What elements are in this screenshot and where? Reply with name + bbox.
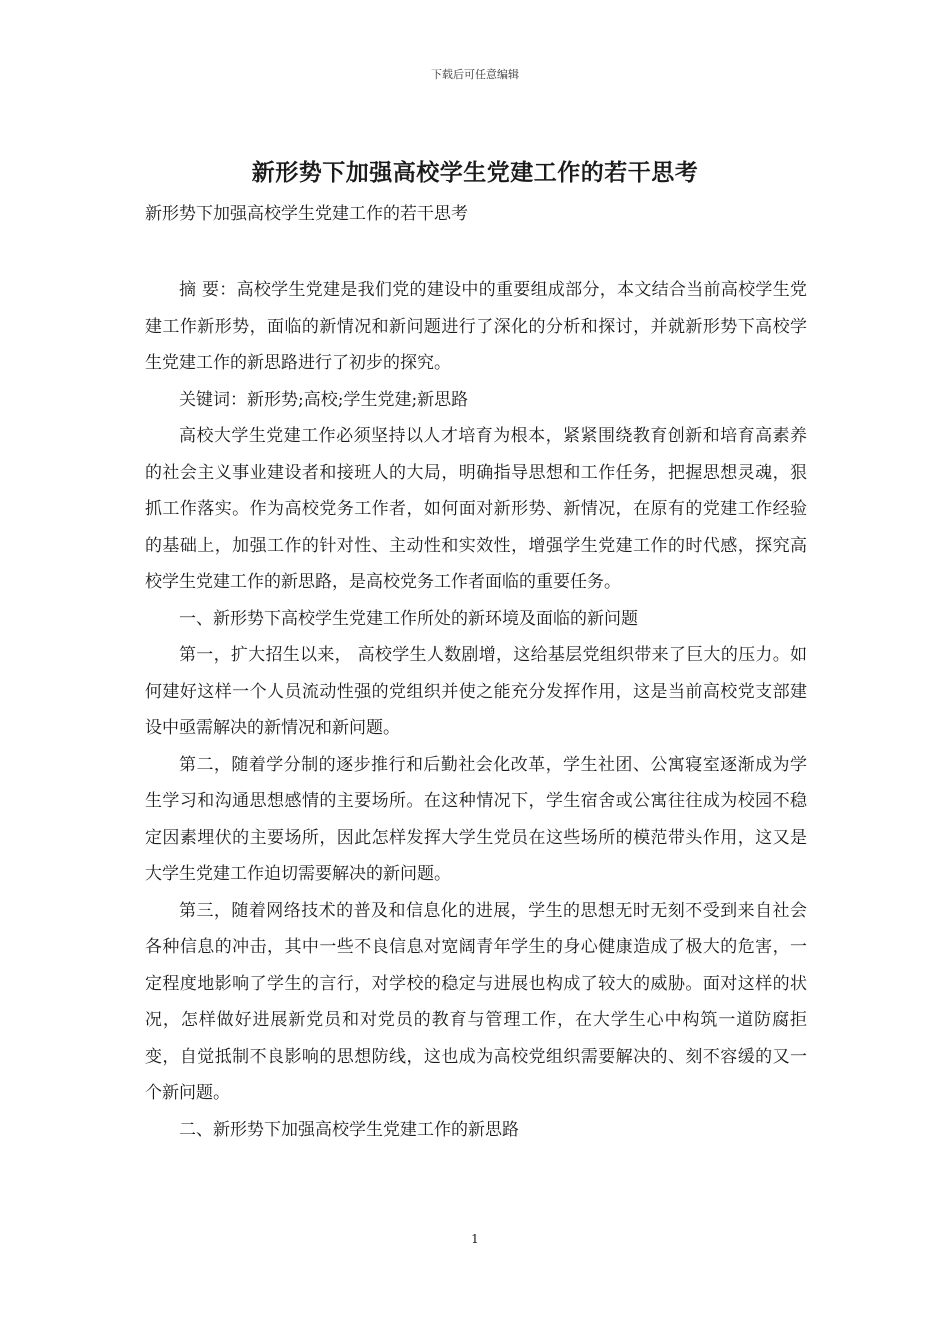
section-heading-1: 一、新形势下高校学生党建工作所处的新环境及面临的新问题 [179,608,638,629]
paragraph-third: 第三，随着网络技术的普及和信息化的进展，学生的思想无时无刻不受到来自社会各种信息的冲击，其中一些不良信息对宽阔青年学生的身心健康造成了极大的危害，一定程度地影响了学生的言行，对学校的稳定与进展也构成了较大的威胁。面对这样的状况，怎样做好进展新党员和对党员的教育与管理工作，在大学生心中构筑一道防腐拒变，自觉抵制不良影响的思想防线，这也成为高校党组织需要解决的、刻不容缓的又一个新问题。 [145,900,807,1103]
keywords-paragraph: 关键词：新形势;高校;学生党建;新思路 [179,389,469,410]
document-subtitle: 新形势下加强高校学生党建工作的若干思考 [145,204,468,224]
document-body [145,272,807,1148]
header-note: 下载后可任意编辑 [431,68,519,81]
section-heading-2: 二、新形势下加强高校学生党建工作的新思路 [179,1119,519,1140]
intro-paragraph: 高校大学生党建工作必须坚持以人才培育为根本，紧紧围绕教育创新和培育高素养的社会主义事业建设者和接班人的大局，明确指导思想和工作任务，把握思想灵魂，狠抓工作落实。作为高校党务工作者，如何面对新形势、新情况，在原有的党建工作经验的基础上，加强工作的针对性、主动性和实效性，增强学生党建工作的时代感，探究高校学生党建工作的新思路，是高校党务工作者面临的重要任务。 [145,426,807,592]
page-number: 1 [471,1232,479,1246]
paragraph-second: 第二，随着学分制的逐步推行和后勤社会化改革，学生社团、公寓寝室逐渐成为学生学习和沟通思想感情的主要场所。在这种情况下，学生宿舍或公寓往往成为校园不稳定因素埋伏的主要场所，因此怎样发挥大学生党员在这些场所的模范带头作用，这又是大学生党建工作迫切需要解决的新问题。 [145,754,807,884]
abstract-paragraph: 摘 要：高校学生党建是我们党的建设中的重要组成部分，本文结合当前高校学生党建工作新形势，面临的新情况和新问题进行了深化的分析和探讨，并就新形势下高校学生党建工作的新思路进行了初步的探究。 [145,280,807,373]
paragraph-first: 第一，扩大招生以来， 高校学生人数剧增，这给基层党组织带来了巨大的压力。如何建好这样一个人员流动性强的党组织并使之能充分发挥作用，这是当前高校党支部建设中亟需解决的新情况和新问题。 [145,645,807,738]
document-title: 新形势下加强高校学生党建工作的若干思考 [251,159,699,186]
